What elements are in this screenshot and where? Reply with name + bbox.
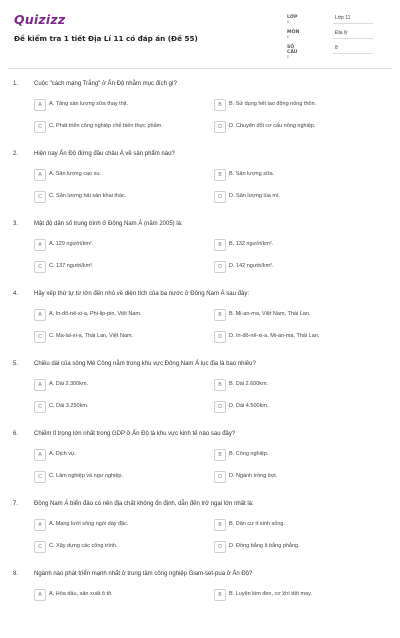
question-text: Chiếm tỉ trọng lớn nhất trong GDP ở Ấn Độ là khu vực kinh tế nào sau đây? <box>34 431 236 437</box>
option-letter-box: B <box>214 589 226 601</box>
option-text: A. In-đô-nê-xi-a, Phi-lip-pin, Việt Nam. <box>49 311 142 317</box>
option-letter-box: A <box>34 379 46 391</box>
answer-option[interactable] <box>214 379 374 390</box>
option-text: D. Đồng bằng ít bằng phẳng. <box>229 543 300 549</box>
option-text: C. Dài 3.250km. <box>49 403 89 409</box>
worksheet-header <box>0 0 400 60</box>
option-letter-box: B <box>214 239 226 251</box>
question-item <box>0 218 400 288</box>
answer-option[interactable] <box>34 309 194 320</box>
question-list <box>0 78 400 638</box>
option-text: D. Chuyển đổi cơ cấu nông nghiệp. <box>229 123 316 129</box>
meta-class-label: LỚP : <box>287 15 298 25</box>
option-text: D. In-đô-nê-xi-a, Mi-an-ma, Thái Lan. <box>229 333 320 339</box>
answer-option[interactable] <box>34 589 194 600</box>
question-number: 7. <box>13 501 19 507</box>
option-letter-box: C <box>34 541 46 553</box>
option-text: B. 132 người/km². <box>229 241 274 247</box>
meta-count-label: SỐ CÂU : <box>287 45 298 60</box>
option-text: C. 137 người/km². <box>49 263 94 269</box>
answer-option[interactable] <box>214 261 374 272</box>
option-text: A. Mạng lưới sông ngòi dày đặc. <box>49 521 129 527</box>
answer-option[interactable] <box>34 519 194 530</box>
option-text: B. Dân cư ít sinh sống. <box>229 521 285 527</box>
option-text: A. Dài 2.300km. <box>49 381 89 387</box>
option-letter-box: B <box>214 169 226 181</box>
option-letter-box: C <box>34 401 46 413</box>
option-text: A. Sản lượng cao su. <box>49 171 101 177</box>
option-text: B. Sản lượng sữa. <box>229 171 275 177</box>
option-text: C. Xây dựng các công trình. <box>49 543 118 549</box>
option-text: D. Sản lượng lúa mì. <box>229 193 281 199</box>
answer-option[interactable] <box>34 261 194 272</box>
option-text: B. Công nghiệp. <box>229 451 269 457</box>
answer-option[interactable] <box>34 471 194 482</box>
option-letter-box: A <box>34 169 46 181</box>
option-text: A. 129 người/km². <box>49 241 94 247</box>
question-item <box>0 568 400 638</box>
option-text: D. 142 người/km². <box>229 263 274 269</box>
question-text: Hiện nay Ấn Độ đứng đầu châu Á về sản phẩm nào? <box>34 151 175 157</box>
answer-option[interactable] <box>34 239 194 250</box>
option-letter-box: B <box>214 519 226 531</box>
option-text: C. Ma-lai-xi-a, Thái Lan, Việt Nam. <box>49 333 134 339</box>
option-text: D. Ngành trồng trọt. <box>229 473 278 479</box>
question-item <box>0 498 400 568</box>
question-number: 4. <box>13 291 19 297</box>
option-letter-box: C <box>34 121 46 133</box>
question-item <box>0 148 400 218</box>
quizizz-logo: Quizizz <box>14 12 66 27</box>
question-item <box>0 78 400 148</box>
answer-option[interactable] <box>214 541 374 552</box>
option-text: A. Dịch vụ. <box>49 451 76 457</box>
option-letter-box: C <box>34 191 46 203</box>
option-letter-box: D <box>214 261 226 273</box>
question-number: 5. <box>13 361 19 367</box>
answer-option[interactable] <box>214 519 374 530</box>
option-text: A. Tăng sản lượng sữa thay thịt. <box>49 101 129 107</box>
question-text: Hãy xếp thứ tự từ lớn đến nhỏ về diện tích của ba nước ở Đông Nam Á sau đây: <box>34 291 249 297</box>
option-letter-box: B <box>214 379 226 391</box>
question-number: 8. <box>13 571 19 577</box>
option-text: B. Dài 2.600km. <box>229 381 269 387</box>
option-text: B. Mi-an-ma, Việt Nam, Thái Lan. <box>229 311 311 317</box>
meta-subject-value: Địa lý <box>333 28 373 39</box>
answer-option[interactable] <box>214 471 374 482</box>
option-text: D. Dài 4.500km. <box>229 403 269 409</box>
question-number: 6. <box>13 431 19 437</box>
answer-option[interactable] <box>214 169 374 180</box>
answer-option[interactable] <box>214 191 374 202</box>
option-letter-box: C <box>34 261 46 273</box>
question-text: Chiều dài của sông Mê Công nằm trong khu vực Đông Nam Á lục địa là bao nhiêu? <box>34 361 256 367</box>
option-text: A. Hóa dầu, sản xuất ô tô. <box>49 591 113 597</box>
option-letter-box: D <box>214 121 226 133</box>
option-text: C. Phát triển công nghiệp chế biến thực phẩm. <box>49 123 163 129</box>
option-letter-box: B <box>214 99 226 111</box>
option-letter-box: A <box>34 309 46 321</box>
option-text: C. Sản lượng hải sản khai thác. <box>49 193 127 199</box>
option-letter-box: D <box>214 471 226 483</box>
question-item <box>0 428 400 498</box>
answer-option[interactable] <box>34 169 194 180</box>
answer-option[interactable] <box>214 589 374 600</box>
answer-option[interactable] <box>34 191 194 202</box>
question-text: Đồng Nam Á biển đảo có nền địa chất không ổn định, dẫn đến trở ngại lớn nhất là: <box>34 501 254 507</box>
question-text: Mật độ dân số trung bình ở Đông Nam Á (năm 2005) là: <box>34 221 183 227</box>
answer-option[interactable] <box>214 401 374 412</box>
option-letter-box: C <box>34 331 46 343</box>
option-letter-box: D <box>214 401 226 413</box>
answer-option[interactable] <box>34 99 194 110</box>
question-text: Ngành nào phát triển mạnh nhất ở trung tâm công nghiệp Giam-set-pua ở Ấn Độ? <box>34 571 253 577</box>
answer-option[interactable] <box>214 331 374 342</box>
option-text: B. Sử dụng hết lao động nông thôn. <box>229 101 317 107</box>
answer-option[interactable] <box>214 239 374 250</box>
option-letter-box: A <box>34 99 46 111</box>
worksheet-title: Đề kiểm tra 1 tiết Địa Lí 11 có đáp án (Đề 55) <box>14 34 198 43</box>
question-text: Cuộc "cách mạng Trắng" ở Ấn Độ nhằm mục đích gì? <box>34 81 177 87</box>
answer-option[interactable] <box>34 379 194 390</box>
question-number: 1. <box>13 81 19 87</box>
answer-option[interactable] <box>214 449 374 460</box>
meta-subject-label: MÔN : <box>287 30 300 40</box>
answer-option[interactable] <box>214 309 374 320</box>
option-letter-box: B <box>214 449 226 461</box>
answer-option[interactable] <box>34 121 194 132</box>
option-letter-box: D <box>214 331 226 343</box>
option-letter-box: C <box>34 471 46 483</box>
header-divider <box>8 68 392 69</box>
answer-option[interactable] <box>214 121 374 132</box>
option-letter-box: D <box>214 191 226 203</box>
option-text: C. Lâm nghiệp và ngư nghiệp. <box>49 473 124 479</box>
option-letter-box: A <box>34 449 46 461</box>
option-text: B. Luyện kim đen, cơ khí dệt may. <box>229 591 312 597</box>
question-item <box>0 288 400 358</box>
question-number: 2. <box>13 151 19 157</box>
answer-option[interactable] <box>34 331 194 342</box>
question-number: 3. <box>13 221 19 227</box>
option-letter-box: A <box>34 239 46 251</box>
option-letter-box: D <box>214 541 226 553</box>
answer-option[interactable] <box>214 99 374 110</box>
meta-class-value: Lớp 11 <box>333 13 373 24</box>
answer-option[interactable] <box>34 541 194 552</box>
answer-option[interactable] <box>34 401 194 412</box>
answer-option[interactable] <box>34 449 194 460</box>
option-letter-box: B <box>214 309 226 321</box>
option-letter-box: A <box>34 519 46 531</box>
question-item <box>0 358 400 428</box>
meta-count-value: 8 <box>333 43 373 54</box>
option-letter-box: A <box>34 589 46 601</box>
